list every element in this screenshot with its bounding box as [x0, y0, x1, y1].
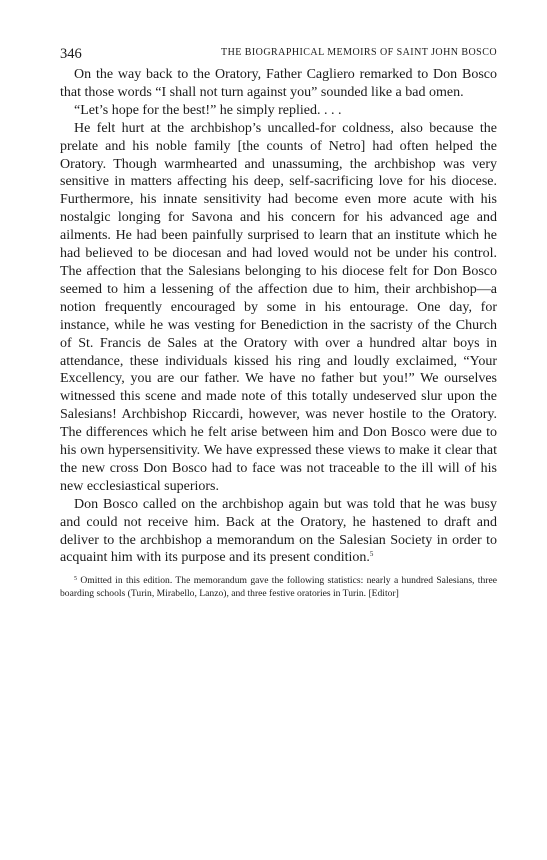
running-head: THE BIOGRAPHICAL MEMOIRS OF SAINT JOHN BOSCO: [221, 47, 497, 58]
page-number: 346: [60, 46, 82, 62]
footnote-marker: 5: [74, 576, 77, 583]
body-text: [60, 66, 497, 567]
book-page: [60, 46, 497, 600]
page-header: [60, 46, 497, 66]
footnote-text: Omitted in this edition. The memorandum gave the following statistics: nearly a hundred Salesians, three boarding schools (Turin, Mirabello, Lanzo), and three festive oratories in Turin. [Editor]: [60, 575, 497, 599]
paragraph: He felt hurt at the archbishop’s uncalled-for coldness, also because the prelate and his noble family [the counts of Netro] had often helped the Oratory. Though warmhearted and unassuming, the archbishop was very sensitive in matters affecting his deep, self-sacrificing love for his diocese. Furthermore, his innate sensitivity had become even more acute with his nostalgic longing for Savona and his concern for his advanced age and ailments. He had been painfully surprised to learn that an institute which he had believed to be diocesan and had loved would not be under his control. The affection that the Salesians belonging to his diocese felt for Don Bosco seemed to him a lessening of the affection due to him, their archbishop—a notion frequently encouraged by some in his entourage. One day, for instance, while he was vesting for Benediction in the sacristy of the Church of St. Francis de Sales at the Oratory with over a hundred altar boys in attendance, these individuals kissed his ring and loudly exclaimed, “Your Excellency, you are our father. We have no father but you!” We ourselves witnessed this scene and made note of this totally undeserved slur upon the Salesians! Archbishop Riccardi, however, was never hostile to the Oratory. The differences which he felt arise between him and Don Bosco were due to his own hypersensitivity. We have expressed these views to make it clear that the new cross Don Bosco had to face was not traceable to the ill will of his new ecclesiastical superiors.: [60, 120, 497, 494]
paragraph: “Let’s hope for the best!” he simply replied. . . .: [74, 102, 342, 118]
footnote: [60, 575, 497, 600]
paragraph: On the way back to the Oratory, Father Cagliero remarked to Don Bosco that those words “I shall not turn against you” sounded like a bad omen.: [60, 67, 497, 100]
paragraph-text: Don Bosco called on the archbishop again but was told that he was busy and could not receive him. Back at the Oratory, he hastened to draft and deliver to the archbishop a memorandum on the Salesian Society in order to acquaint him with its purpose and its present condition.: [60, 496, 497, 566]
paragraph: [60, 496, 497, 568]
footnote-reference: 5: [369, 550, 374, 559]
